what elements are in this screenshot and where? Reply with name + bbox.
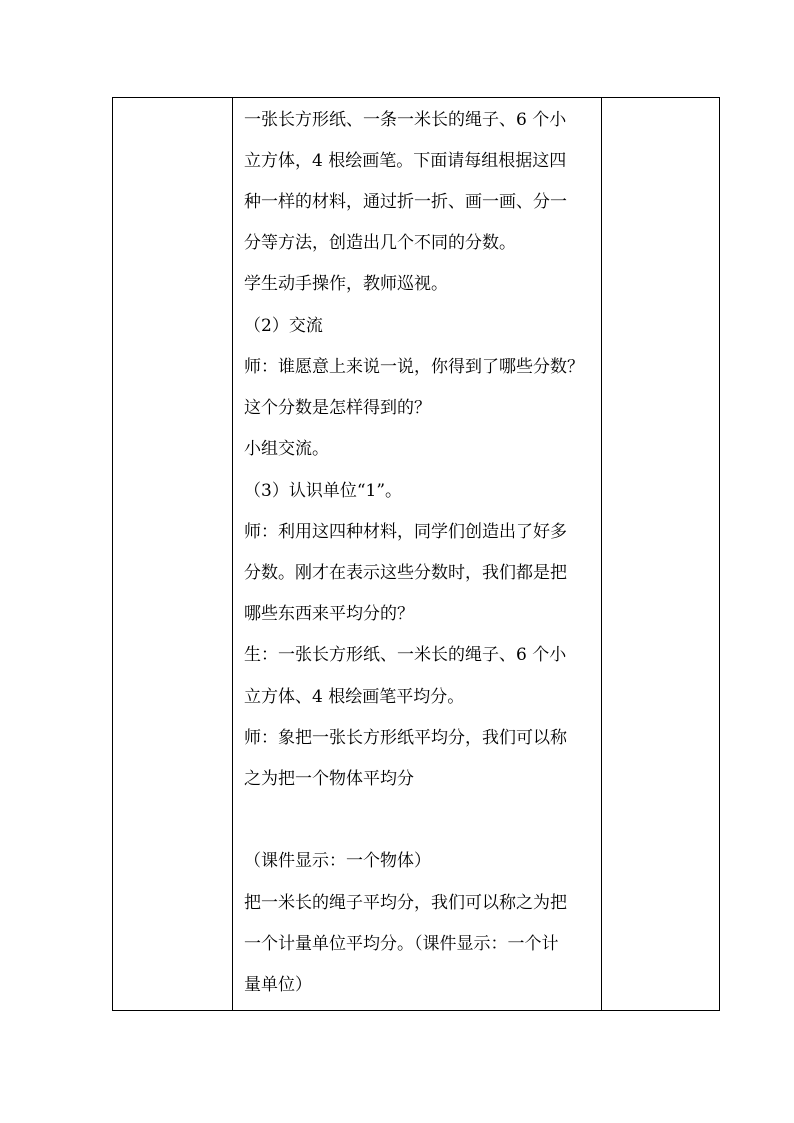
text-line: 一个计量单位平均分。（课件显示：一个计 [244, 934, 559, 954]
text-line: 师：谁愿意上来说一说，你得到了哪些分数？ [244, 357, 584, 377]
teaching-process-cell [233, 98, 601, 1010]
table-right-cell [602, 98, 719, 1010]
text-line: 哪些东西来平均分的？ [244, 604, 414, 624]
text-line: （课件显示：一个物体） [244, 851, 431, 871]
text-line: （2）交流 [244, 316, 323, 336]
text-line: 立方体，4 根绘画笔。下面请每组根据这四 [244, 151, 567, 171]
text-line: 师：象把一张长方形纸平均分，我们可以称 [244, 728, 567, 748]
text-line: 之为把一个物体平均分 [244, 769, 414, 789]
lesson-plan-table [112, 97, 720, 1011]
text-line: 学生动手操作，教师巡视。 [244, 274, 448, 294]
text-line: 分等方法，创造出几个不同的分数。 [244, 233, 516, 253]
text-line: 分数。刚才在表示这些分数时，我们都是把 [244, 563, 567, 583]
text-line: 量单位） [244, 975, 312, 995]
text-line: 这个分数是怎样得到的？ [244, 398, 431, 418]
text-line: 小组交流。 [244, 439, 329, 459]
text-line: 立方体、4 根绘画笔平均分。 [244, 687, 465, 707]
text-line: 师：利用这四种材料，同学们创造出了好多 [244, 522, 567, 542]
text-line: （3）认识单位“1”。 [244, 481, 403, 501]
table-left-cell [113, 98, 232, 1010]
text-line: 把一米长的绳子平均分，我们可以称之为把 [244, 893, 567, 913]
text-line: 生：一张长方形纸、一米长的绳子、6 个小 [244, 645, 567, 665]
text-line: 一张长方形纸、一条一米长的绳子、6 个小 [244, 110, 567, 130]
text-line: 种一样的材料，通过折一折、画一画、分一 [244, 192, 567, 212]
